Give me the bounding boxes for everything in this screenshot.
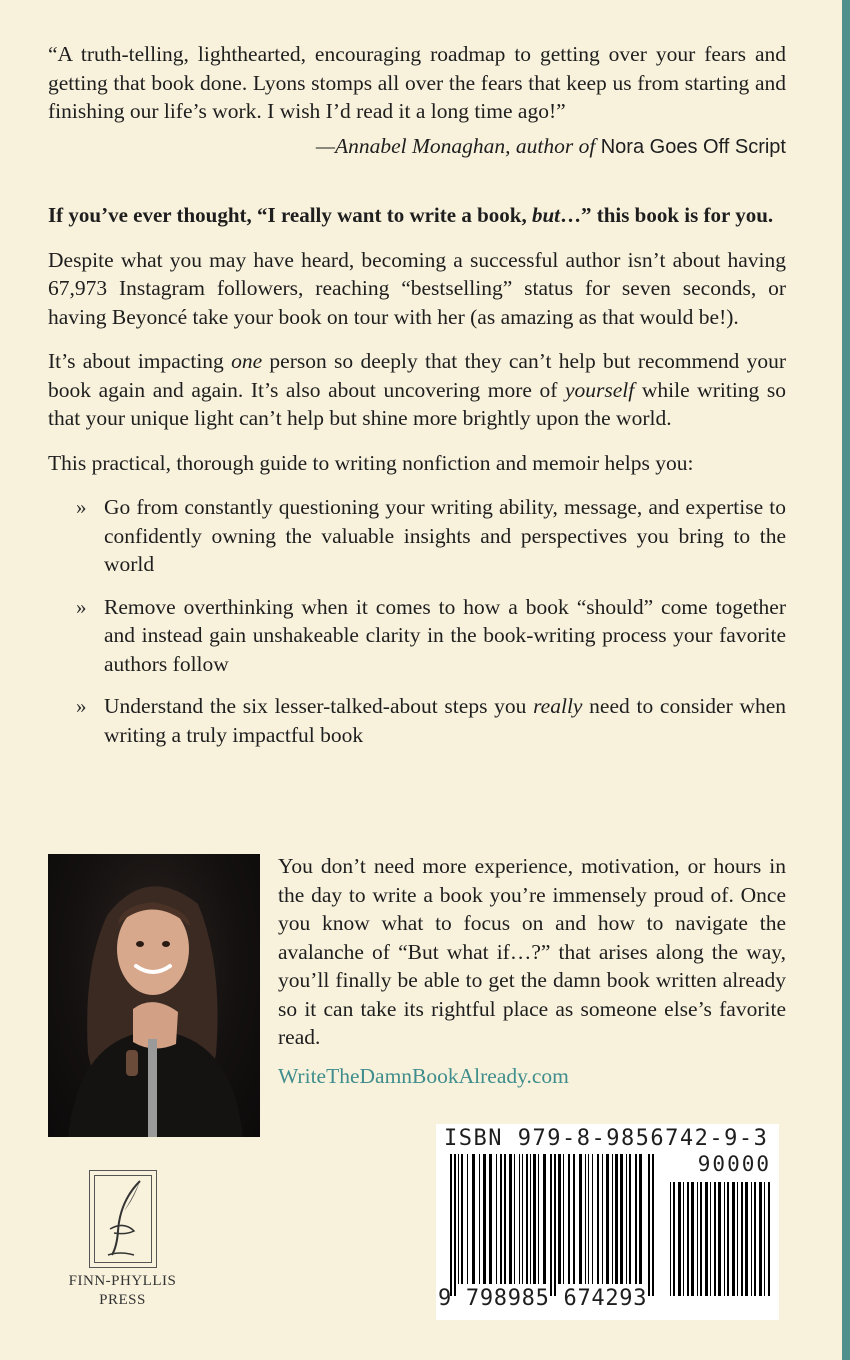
endorsement-quote: “A truth-telling, lighthearted, encouraging roadmap to getting over your fears and getting that book done. Lyons stomps all over the fears that keep us from starting and finishing our life’s work. I wish I’d read it a long time ago!” [48, 42, 786, 123]
barcode-bar [602, 1154, 603, 1284]
publisher-name-line1: FINN-PHYLLIS [68, 1273, 177, 1289]
paragraph-impact-italic-yourself: yourself [564, 377, 635, 402]
author-portrait-illustration [48, 854, 260, 1137]
barcode-bar [496, 1154, 497, 1284]
attribution-book-title: Nora Goes Off Script [600, 135, 786, 158]
publisher-logo [60, 1170, 185, 1310]
barcode-bar [563, 1154, 564, 1284]
paragraph-impact-b: person so deeply that they can’t help but recommend your book again and again. It’s also about uncovering more of [48, 349, 787, 402]
list-item [76, 493, 786, 579]
ean-digits: 9 798985 674293 [438, 1286, 648, 1311]
barcode-bar [724, 1182, 725, 1296]
barcode-bar [467, 1154, 468, 1284]
paragraph-success: Despite what you may have heard, becoming a successful author isn’t about having 67,973 Instagram followers, reaching “bestselling” status for seven seconds, or having Beyoncé take your book on tour with her (as amazing as that would be!). [48, 247, 786, 329]
barcode-bar [754, 1182, 756, 1296]
barcode-bar [612, 1154, 613, 1284]
barcode-bar [519, 1154, 520, 1284]
barcode-bar [700, 1182, 702, 1296]
barcode-bar [450, 1154, 452, 1296]
back-cover-text [48, 40, 786, 763]
barcode-bar [592, 1154, 593, 1284]
barcode-bar [620, 1154, 623, 1284]
publisher-name [60, 1272, 185, 1310]
barcode-bar [745, 1182, 748, 1296]
barcode-bar [741, 1182, 743, 1296]
attribution-author: —Annabel Monaghan, author of [315, 133, 601, 158]
headline-part2: …” this book is for you. [559, 203, 774, 227]
barcode-bar [606, 1154, 609, 1284]
barcode-bar [558, 1154, 561, 1284]
isbn-barcode [436, 1124, 779, 1320]
barcode-bar [504, 1154, 506, 1284]
hook-headline [48, 201, 786, 230]
barcode-bar [691, 1182, 694, 1296]
list-item-text: Remove overthinking when it comes to how a book “should” come together and instead gain unshakeable clarity in the book-writing process your favorite authors follow [104, 594, 786, 676]
barcode-bar [526, 1154, 528, 1284]
barcode-bar [538, 1154, 539, 1284]
author-photo [48, 854, 260, 1137]
price-code: 90000 [697, 1152, 771, 1176]
barcode-bar [597, 1154, 599, 1284]
headline-italic: but [531, 203, 560, 227]
barcode-bar [751, 1182, 752, 1296]
barcode-bar [718, 1182, 721, 1296]
guillemet-bullet-icon: » [76, 594, 87, 619]
barcode-bar [727, 1182, 729, 1296]
barcode-bar [522, 1154, 523, 1284]
barcode-bar [705, 1182, 708, 1296]
barcode-bar [737, 1182, 738, 1296]
website-link[interactable]: WriteTheDamnBookAlready.com [278, 1064, 569, 1088]
barcode-bar [530, 1154, 531, 1284]
barcode-bar [768, 1182, 770, 1296]
barcode-bar [764, 1182, 765, 1296]
paragraph-impact-a: It’s about impacting [48, 349, 232, 373]
guillemet-bullet-icon: » [76, 495, 87, 519]
barcode-bar [514, 1154, 515, 1284]
barcode-bar [673, 1182, 675, 1296]
barcode-bar [626, 1154, 627, 1284]
bullet-intro: This practical, thorough guide to writing nonfiction and memoir helps you: [48, 450, 694, 475]
barcode-bar [648, 1154, 650, 1296]
barcode-bar [479, 1154, 480, 1284]
paragraph-impact-italic-one: one [231, 349, 263, 373]
barcode-bar [629, 1154, 631, 1284]
barcode-bar [568, 1154, 570, 1284]
benefit-list [48, 493, 786, 749]
guillemet-bullet-icon: » [76, 694, 87, 718]
list-item-text: Go from constantly questioning your writing ability, message, and expertise to confidently owning the valuable insights and perspectives you bring to the world [104, 495, 786, 576]
barcode-bar [458, 1154, 459, 1284]
paragraph-impact [48, 347, 786, 433]
paragraph-impact-c: while writing so that your unique light can’t help but shine more brightly upon the world. [48, 377, 786, 430]
list-item-text [104, 692, 786, 749]
list-item [76, 692, 786, 749]
barcode-bar [573, 1154, 575, 1284]
list-item [76, 593, 786, 679]
barcode-bar [670, 1182, 671, 1296]
barcode-bar [500, 1154, 502, 1284]
barcode-bar [550, 1154, 552, 1296]
closing-paragraph: You don’t need more experience, motivation, or hours in the day to write a book you’re immensely proud of. Once you know what to focus on and how to navigate the avalanche of “But what if…?” that arises along the way, you’ll finally be able to get the damn book written already so it can take its rightful place as someone else’s favorite read. [278, 854, 786, 1049]
barcode-bar [635, 1154, 637, 1284]
barcode-bar [509, 1154, 512, 1284]
barcode-bar [472, 1154, 475, 1284]
barcode-bar [710, 1182, 711, 1296]
list-item-text-a: Understand the six lesser-talked-about steps you [104, 694, 534, 718]
list-item-italic: really [533, 694, 583, 718]
quill-icon [90, 1171, 156, 1267]
barcode-bar [489, 1154, 492, 1284]
quill-emblem [89, 1170, 157, 1268]
barcode-bar [678, 1182, 681, 1296]
barcode-bar [533, 1154, 536, 1284]
barcode-bar [461, 1154, 463, 1284]
teal-spine-edge [842, 0, 850, 1360]
barcode-bar [585, 1154, 586, 1284]
barcode-bar [714, 1182, 716, 1296]
barcode-bar [683, 1182, 684, 1296]
barcode-bar [483, 1154, 486, 1284]
barcode-bar [652, 1154, 654, 1296]
barcode-bar [615, 1154, 618, 1284]
barcode-bar [687, 1182, 689, 1296]
headline-part1: If you’ve ever thought, “I really want to write a book, [48, 203, 532, 227]
barcode-bar [759, 1182, 762, 1296]
closing-paragraph-block [278, 852, 786, 1052]
barcode-bar [579, 1154, 582, 1284]
barcode-bar [554, 1154, 556, 1296]
barcode-bar [732, 1182, 735, 1296]
barcode-bar [588, 1154, 589, 1284]
endorsement-attribution [48, 132, 786, 162]
barcode-bar [543, 1154, 546, 1284]
isbn-label: ISBN 979-8-9856742-9-3 [444, 1126, 769, 1151]
barcode-bar [454, 1154, 456, 1296]
publisher-name-line2: PRESS [99, 1292, 146, 1308]
list-item-text-b: need to consider when writing a truly impactful book [104, 694, 787, 747]
barcode-bar [697, 1182, 698, 1296]
barcode-bar [639, 1154, 642, 1284]
